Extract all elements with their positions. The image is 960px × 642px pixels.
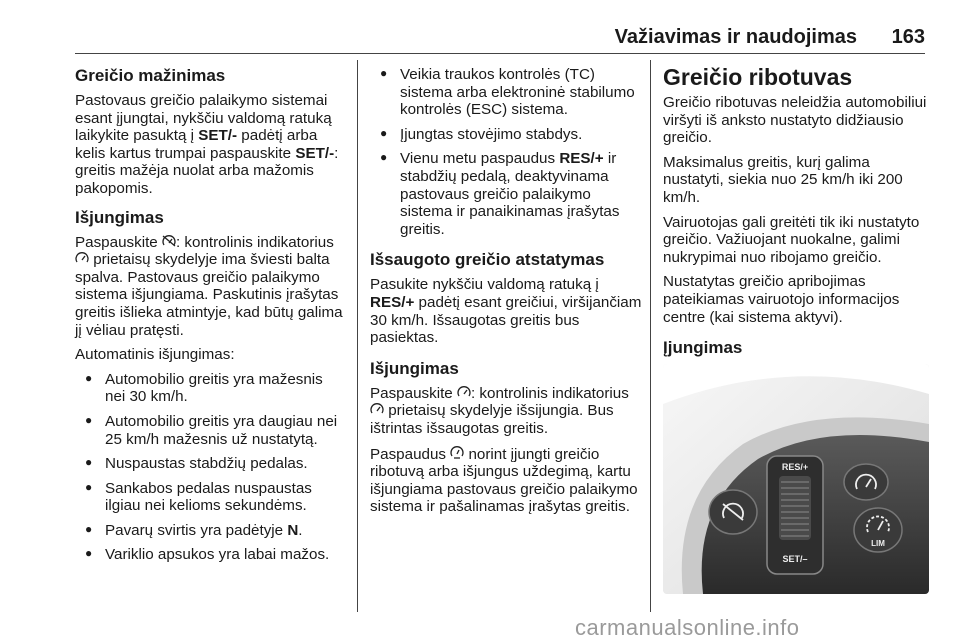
list-item: ● Automobilio greitis yra daugiau nei 25 km/h mažesnis už nustatytą. <box>75 413 347 448</box>
page-header <box>75 26 925 52</box>
column-divider <box>650 60 651 612</box>
list-item: ● Nuspaustas stabdžių pedalas. <box>75 455 347 473</box>
paragraph-restore-speed: Pasukite nykščiu valdomą ratuką į RES/+ padėtį esant greičiui, viršijančiam 30 km/h. Išsaugotas greitis bus pasiektas. <box>370 276 642 347</box>
heading-switch-off: Išjungimas <box>370 358 459 378</box>
cruise-button-shape <box>844 464 888 500</box>
speed-limiter-icon <box>450 445 464 464</box>
paragraph-limiter-3: Vairuotojas gali greitėti tik iki nustatyto greičio. Važiuojant nuokalne, galimi nukrypimai nuo ribojamo greičio. <box>663 213 920 266</box>
paragraph-ignition: Paspaudus norint įjungti greičio ribotuvą arba išjungus uždegimą, kartu išjungiama pastovaus greičio palaikymo sistema ir pašalinamas įrašytas greitis. <box>370 445 638 516</box>
list-item: ● Vienu metu paspaudus RES/+ ir stabdžių pedalą, deaktyvinama pastovaus greičio palaikymo sistema ir panaikinamas įrašytas greitis. <box>370 150 642 238</box>
paragraph-limiter-1: Greičio ribotuvas neleidžia automobiliui viršyti iš anksto nustatyto didžiausio greičio. <box>663 94 927 147</box>
set-label: SET/– <box>782 554 808 565</box>
column-3 <box>663 60 933 594</box>
paragraph-limiter-2: Maksimalus greitis, kurį galima nustatyti, siekia nuo 25 km/h iki 200 km/h. <box>663 153 903 206</box>
column-1 <box>75 60 347 571</box>
auto-off-list-continued <box>370 66 642 238</box>
list-item: ● Įjungtas stovėjimo stabdys. <box>370 126 642 144</box>
section-title: Važiavimas ir naudojimas <box>614 26 857 48</box>
paragraph-speed-reduction: Pastovaus greičio palaikymo sistemai esant įjungtai, nykščiu valdomą ratuką laikykite pasuktą į SET/- padėtį arba kelis kartus trumpai paspauskite SET/-: greitis mažėja nuolat arba mažomis pakopomis. <box>75 92 339 197</box>
steering-wheel-controls-illustration <box>663 364 929 594</box>
watermark: carmanualsonline.info <box>575 615 800 640</box>
header-divider <box>75 53 925 54</box>
paragraph-limiter-4: Nustatytas greičio apribojimas pateikiamas vairuotojo informacijos centre (kai sistema aktyvi). <box>663 273 900 326</box>
paragraph-auto-off: Automatinis išjungimas: <box>75 346 235 364</box>
steering-wheel-controls-drawing <box>663 364 929 594</box>
auto-off-list <box>75 371 347 564</box>
paragraph-switch-off: Paspauskite : kontrolinis indikatorius prietaisų skydelyje išsijungia. Bus ištrintas išsaugotas greitis. <box>370 384 629 437</box>
heading-speed-limiter: Greičio ribotuvas <box>663 64 853 90</box>
cruise-indicator-icon <box>370 402 384 420</box>
heading-restore-speed: Išsaugoto greičio atstatymas <box>370 250 605 270</box>
list-item: ● Veikia traukos kontrolės (TC) sistema arba elektroninė stabilumo kontrolės (ESC) sistema. <box>370 66 642 119</box>
list-item: ● Automobilio greitis yra mažesnis nei 30 km/h. <box>75 371 347 406</box>
heading-activation: Įjungimas <box>663 338 743 358</box>
list-item: ● Sankabos pedalas nuspaustas ilgiau nei kelioms sekundėms. <box>75 480 347 515</box>
heading-speed-reduction: Greičio mažinimas <box>75 66 226 85</box>
cruise-indicator-icon <box>75 251 89 269</box>
list-item: ● Pavarų svirtis yra padėtyje N. <box>75 522 347 540</box>
list-item: ● Variklio apsukos yra labai mažos. <box>75 546 347 564</box>
paragraph-deactivation: Paspauskite : kontrolinis indikatorius prietaisų skydelyje ima šviesti balta spalva. Pastovaus greičio palaikymo sistema išjungiama. Paskutinis įrašytas greitis išlieka atmintyje, kad būtų galima jį vėliau pratęsti. <box>75 233 343 339</box>
lim-label: LIM <box>871 539 885 549</box>
res-label: RES/+ <box>781 462 809 473</box>
cruise-off-icon <box>162 234 176 252</box>
heading-deactivation: Išjungimas <box>75 207 164 227</box>
page-number: 163 <box>891 26 925 48</box>
column-divider <box>357 60 358 612</box>
column-2 <box>370 60 642 523</box>
cruise-icon <box>457 385 471 403</box>
